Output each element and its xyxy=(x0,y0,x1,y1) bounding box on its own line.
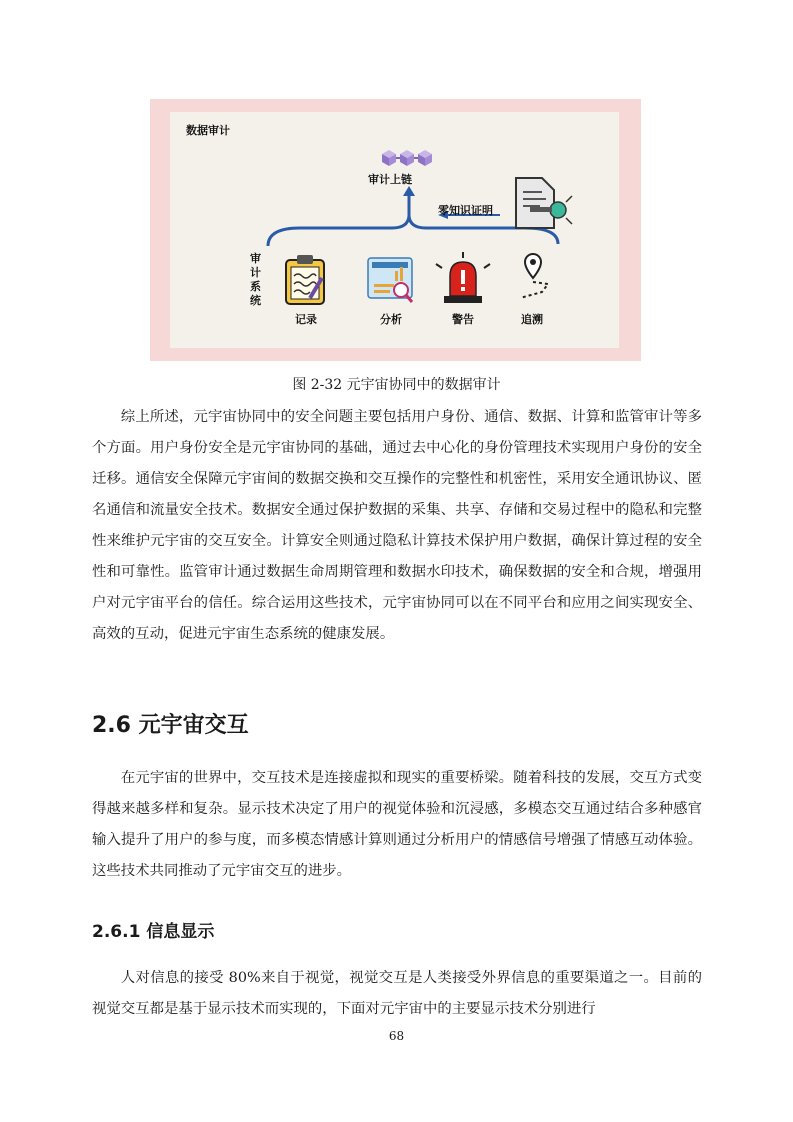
audit-system-label: 审计系统 xyxy=(250,252,261,307)
paragraph-display: 人对信息的接受 80%来自于视觉，视觉交互是人类接受外界信息的重要渠道之一。目前的视觉交互都是基于显示技术而实现的，下面对元宇宙中的主要显示技术分别进行 xyxy=(92,970,702,1017)
upload-arrow xyxy=(403,186,415,216)
analysis-label: 分析 xyxy=(380,313,402,326)
analysis-chart-icon xyxy=(368,258,412,302)
paragraph-interaction: 在元宇宙的世界中，交互技术是连接虚拟和现实的重要桥梁。随着科技的发展，交互方式变得越来越多样和复杂。显示技术决定了用户的视觉体验和沉浸感，多模态交互通过结合多种感官输入提升了用户的参与度，而多模态情感计算则通过分析用户的情感信号增强了情感互动体验。这些技术共同推动了元宇宙交互的进步。 xyxy=(92,770,702,879)
figure-title: 数据审计 xyxy=(186,124,230,137)
location-trace-icon xyxy=(520,254,548,298)
document-key-icon xyxy=(516,178,572,228)
page-number: 68 xyxy=(388,1029,405,1043)
section-heading: 2.6 元宇宙交互 xyxy=(92,713,249,738)
figure-frame xyxy=(150,99,641,361)
paragraph-summary: 综上所述，元宇宙协同中的安全问题主要包括用户身份、通信、数据、计算和监管审计等多个方面。用户身份安全是元宇宙协同的基础，通过去中心化的身份管理技术实现用户身份的安全迁移。通信安全保障元宇宙间的数据交换和交互操作的完整性和机密性，采用安全通讯协议、匿名通信和流量安全技术。数据安全通过保护数据的采集、共享、存储和交易过程中的隐私和完整性来维护元宇宙的交互安全。计算安全则通过隐私计算技术保护用户数据，确保计算过程的安全性和可靠性。监管审计通过数据生命周期管理和数据水印技术，确保数据的安全和合规，增强用户对元宇宙平台的信任。综合运用这些技术，元宇宙协同可以在不同平台和应用之间实现安全、高效的互动，促进元宇宙生态系统的健康发展。 xyxy=(92,409,702,642)
zk-proof-label: 零知识证明 xyxy=(438,204,493,217)
bracket-line xyxy=(268,216,558,246)
figure-panel xyxy=(170,112,619,348)
chain-label: 审计上链 xyxy=(368,173,412,186)
figure-caption: 图 2-32 元宇宙协同中的数据审计 xyxy=(292,377,501,393)
clipboard-icon xyxy=(286,255,324,304)
record-label: 记录 xyxy=(295,313,317,326)
blockchain-icon xyxy=(382,150,432,166)
alarm-light-icon xyxy=(436,252,490,303)
subsection-heading: 2.6.1 信息显示 xyxy=(92,922,215,942)
trace-label: 追溯 xyxy=(521,313,543,326)
alert-label: 警告 xyxy=(452,313,474,326)
